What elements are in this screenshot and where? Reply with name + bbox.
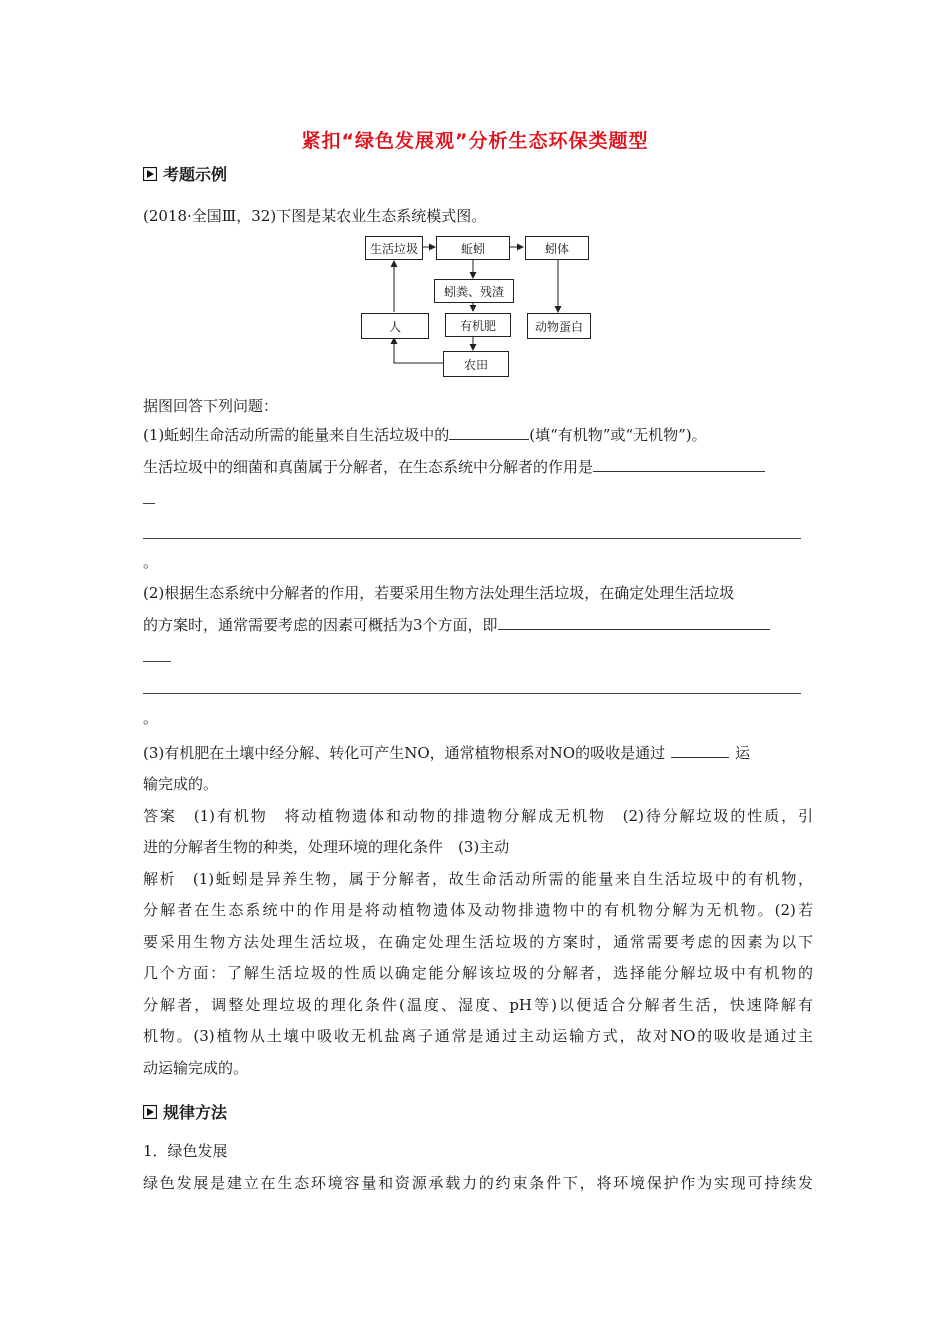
- play-triangle-icon: [143, 167, 157, 181]
- answer-line-1: 答案 (1)有机物 将动植物遗体和动物的排遗物分解成无机物 (2)待分解垃圾的性质，引: [143, 807, 813, 825]
- question-1-text-c: 生活垃圾中的细菌和真菌属于分解者，在生态系统中分解者的作用是: [143, 458, 594, 476]
- node-animal-protein: 动物蛋白: [527, 313, 591, 339]
- answer-blank-2: [593, 457, 765, 472]
- play-triangle-icon: [143, 1105, 157, 1119]
- question-prompt: 据图回答下列问题：: [143, 397, 279, 415]
- answer-line-2b: [143, 538, 801, 539]
- question-intro: (2018·全国Ⅲ，32)下图是某农业生态系统模式图。: [143, 207, 487, 225]
- question-1-text-b: (填“有机物”或“无机物”)。: [529, 426, 707, 444]
- analysis-line-1: 解析 (1)蚯蚓是异养生物，属于分解者，故生命活动所需的能量来自生活垃圾中的有机物，: [143, 870, 813, 888]
- section-heading-label: 考题示例: [163, 165, 228, 184]
- question-3-text-b: 运: [735, 744, 751, 762]
- question-3-line-2: 输完成的。: [143, 775, 219, 793]
- analysis-line-2: 分解者在生态系统中的作用是将动植物遗体及动物排遗物中的有机物分解为无机物。(2)若: [143, 901, 813, 919]
- analysis-line-7: 动运输完成的。: [143, 1059, 249, 1077]
- method-text-1: 绿色发展是建立在生态环境容量和资源承载力的约束条件下，将环境保护作为实现可持续发: [143, 1174, 813, 1192]
- node-farmland: 农田: [443, 351, 509, 377]
- analysis-line-6: 机物。(3)植物从土壤中吸收无机盐离子通常是通过主动运输方式，故对NO的吸收是通过主: [143, 1027, 813, 1045]
- question-1-text-a: (1)蚯蚓生命活动所需的能量来自生活垃圾中的: [143, 426, 450, 444]
- section-heading-methods: [143, 1100, 227, 1123]
- question-2-text-b: 的方案时，通常需要考虑的因素可概括为3个方面，即: [143, 616, 498, 634]
- node-fertilizer: 有机肥: [445, 313, 511, 337]
- answer-line-3b: [143, 693, 801, 694]
- section-heading-examples: [143, 162, 227, 185]
- question-1-line-1: [143, 425, 813, 445]
- analysis-line-3: 要采用生物方法处理生活垃圾，在确定处理生活垃圾的方案时，通常需要考虑的因素为以下: [143, 933, 813, 951]
- answer-line-3a: [143, 661, 171, 662]
- question-3-line-1: [143, 743, 813, 763]
- analysis-line-5: 分解者，调整处理垃圾的理化条件(温度、湿度、pH等)以便适合分解者生活，快速降解有: [143, 996, 813, 1014]
- question-2-line-2: [143, 615, 813, 635]
- node-excrement: 蚓粪、残渣: [434, 279, 514, 303]
- node-garbage: 生活垃圾: [365, 236, 423, 260]
- node-worm-body: 蚓体: [525, 236, 589, 260]
- answer-line-2a: [143, 503, 155, 504]
- answer-line-2: 进的分解者生物的种类，处理环境的理化条件 (3)主动: [143, 838, 510, 856]
- analysis-line-4: 几个方面：了解生活垃圾的性质以确定能分解该垃圾的分解者，选择能分解垃圾中有机物的: [143, 964, 813, 982]
- answer-blank-3: [498, 615, 770, 630]
- question-1-period: 。: [143, 553, 159, 571]
- question-3-text-a: (3)有机肥在土壤中经分解、转化可产生NO，通常植物根系对NO的吸收是通过: [143, 744, 666, 762]
- question-2-period: 。: [143, 709, 159, 727]
- node-person: 人: [361, 313, 429, 339]
- method-item-1: 1．绿色发展: [143, 1142, 228, 1160]
- ecosystem-diagram: [355, 232, 600, 380]
- question-1-line-2: [143, 457, 813, 477]
- node-earthworm: 蚯蚓: [436, 236, 510, 260]
- answer-blank-4: [671, 743, 729, 758]
- question-2-line-1: (2)根据生态系统中分解者的作用，若要采用生物方法处理生活垃圾，在确定处理生活垃圾: [143, 584, 735, 602]
- section-heading-label: 规律方法: [163, 1103, 228, 1122]
- page-title: 紧扣“绿色发展观”分析生态环保类题型: [301, 130, 649, 152]
- answer-blank-1: [449, 425, 529, 440]
